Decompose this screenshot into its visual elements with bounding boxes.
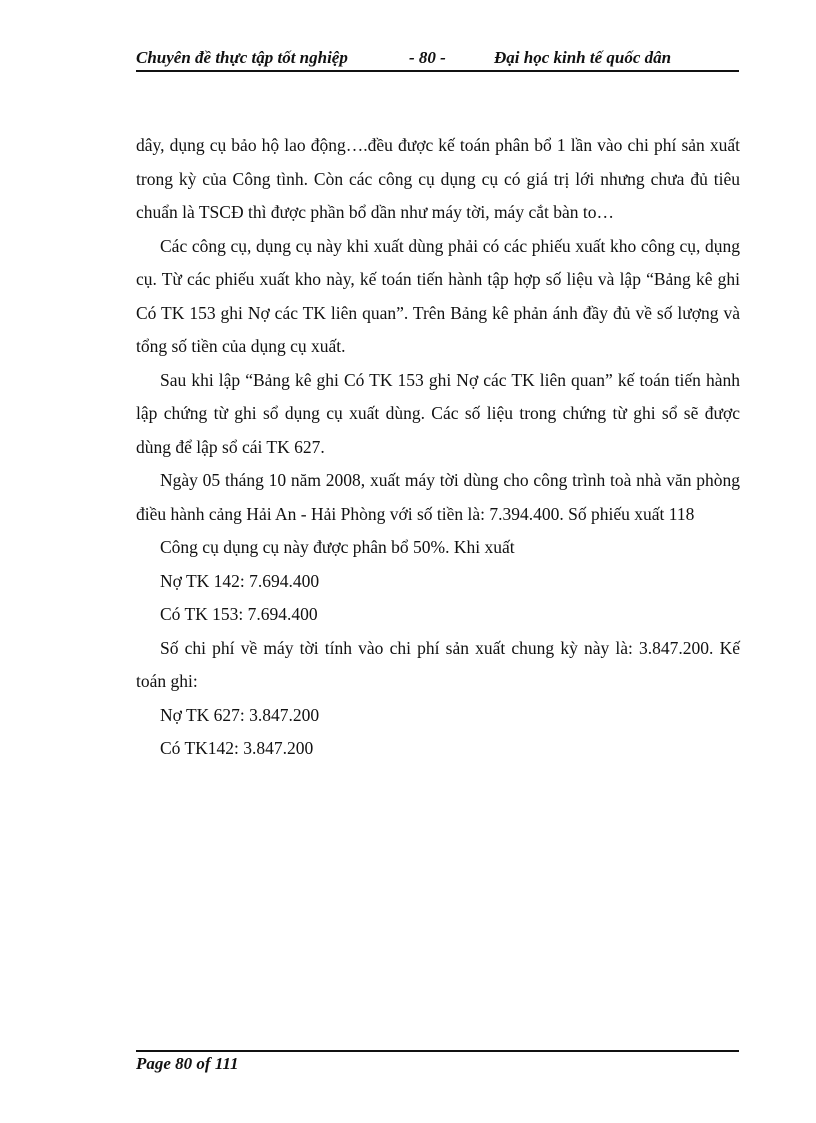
entry-debit-142: Nợ TK 142: 7.694.400 xyxy=(160,570,320,591)
paragraph-period-cost: Số chi phí về máy tời tính vào chi phí sản xuất chung kỳ này là: 3.847.200. Kế toán ghi: xyxy=(136,637,740,691)
entry-credit-153: Có TK 153: 7.694.400 xyxy=(160,604,318,624)
paragraph-voucher: Sau khi lập “Bảng kê ghi Có TK 153 ghi Nợ các TK liên quan” kế toán tiến hành lập chứng từ ghi sổ dụng cụ xuất dùng. Các số liệu trong chứng từ ghi sổ sẽ được dùng để lập sổ cái TK 627. xyxy=(136,369,740,457)
document-body xyxy=(136,129,740,766)
paragraph-allocation-rate: Công cụ dụng cụ này được phân bổ 50%. Khi xuất xyxy=(160,537,515,557)
header-thesis-title: Chuyên đề thực tập tốt nghiệp xyxy=(136,48,348,67)
paragraph-example-transaction: Ngày 05 tháng 10 năm 2008, xuất máy tời dùng cho công trình toà nhà văn phòng điều hành cảng Hải An - Hải Phòng với số tiền là: 7.394.400. Số phiếu xuất 118 xyxy=(136,470,740,524)
footer-page-label: Page 80 of 111 xyxy=(136,1054,239,1073)
header-divider xyxy=(136,70,739,72)
paragraph-tools-allocation: dây, dụng cụ bảo hộ lao động….đều được kế toán phân bổ 1 lần vào chi phí sản xuất trong kỳ của Công tình. Còn các công cụ dụng cụ có giá trị lới nhưng chưa đủ tiêu chuẩn là TSCĐ thì được phần bổ dần như máy tời, máy cắt bàn to… xyxy=(136,135,740,222)
header-page-number: - 80 - xyxy=(409,48,446,67)
paragraph-issue-slips: Các công cụ, dụng cụ này khi xuất dùng phải có các phiếu xuất kho công cụ, dụng cụ. Từ các phiếu xuất kho này, kế toán tiến hành tập hợp số liệu và lập “Bảng kê ghi Có TK 153 ghi Nợ các TK liên quan”. Trên Bảng kê phản ánh đầy đủ về số lượng và tổng số tiền của dụng cụ xuất. xyxy=(136,235,740,356)
header-university: Đại học kinh tế quốc dân xyxy=(494,48,672,67)
footer-divider xyxy=(136,1050,739,1052)
entry-credit-142: Có TK142: 3.847.200 xyxy=(160,738,314,758)
entry-debit-627: Nợ TK 627: 3.847.200 xyxy=(160,704,320,725)
page-header xyxy=(136,48,739,70)
